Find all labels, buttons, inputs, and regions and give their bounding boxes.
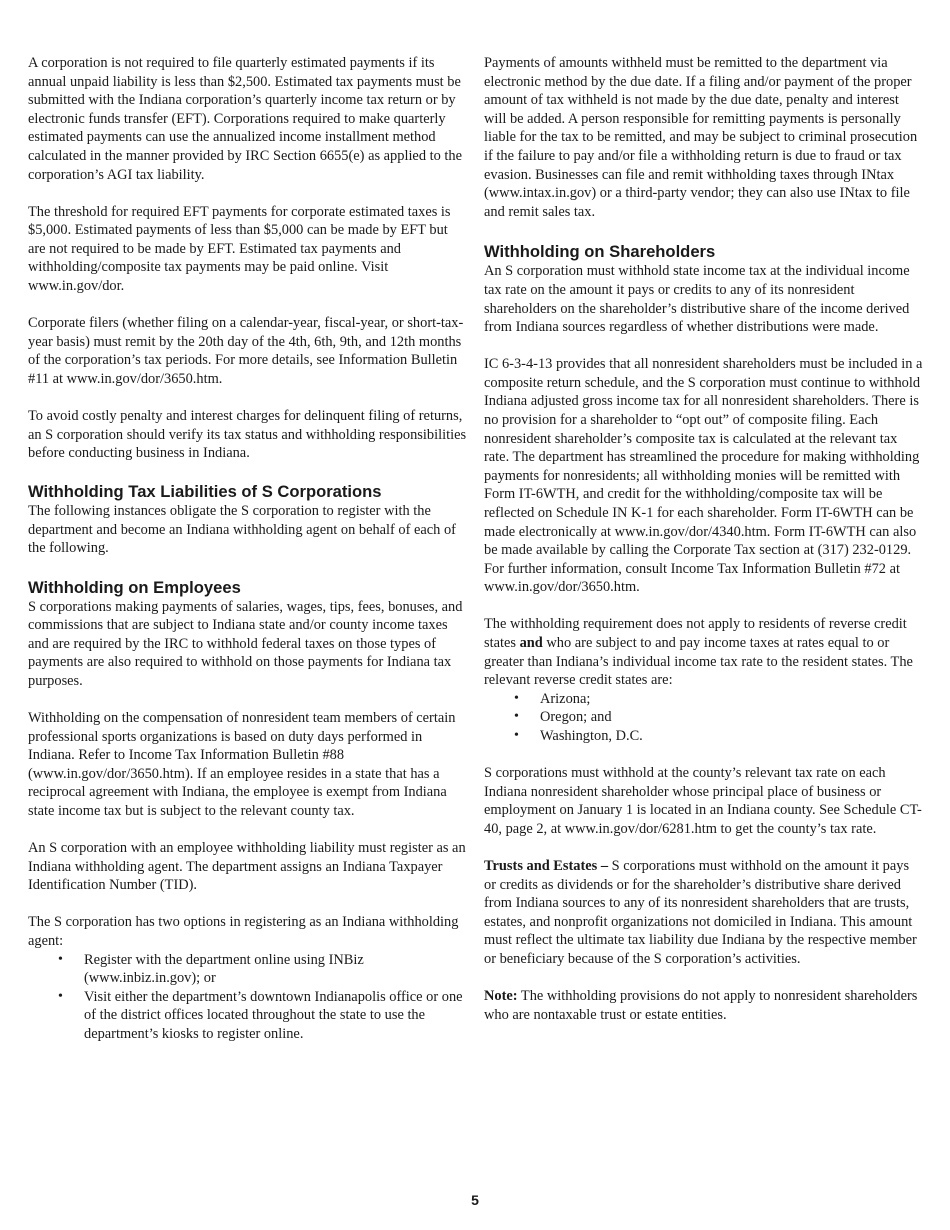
heading-withholding-tax-liabilities: Withholding Tax Liabilities of S Corporations [28,482,382,502]
paragraph-eft-threshold: The threshold for required EFT payments for corporate estimated taxes is $5,000. Estimated payments of less than $5,000 can be made by EFT but are not required to be made by EFT. Estimated tax payments and withholding/composite tax payments may be paid online. Visit www.in.gov/dor. [28,203,451,295]
paragraph-sports-team-members: Withholding on the compensation of nonresident team members of certain professional sports organizations is based on duty days performed in Indiana. Refer to Income Tax Information Bulletin #88 (www.in.gov/dor/3650.htm). If an employee resides in a state that has a reciprocal agreement with Indiana, the employee is exempt from Indiana state income tax but is subject to the relevant county tax. [28,710,456,819]
right-column [484,54,924,1043]
paragraph-obligations: The following instances obligate the S corporation to register with the department and become an Indiana withholding agent on behalf of each of the following. [28,503,456,557]
paragraph-reverse-credit-states [484,615,924,689]
page-number: 5 [471,1192,479,1208]
paragraph-estimated-payments: A corporation is not required to file quarterly estimated payments if its annual unpaid liability is less than $2,500. Estimated tax payments must be submitted with the Indiana corporation’s quarterly income tax return or by electronic funds transfer (EFT). Corporations required to make quarterly estimated payments can use the annualized income installment method calculated in the manner provided by IRC Section 6655(e) as applied to the corporation’s AGI tax liability. [28,55,462,183]
reverse-credit-text-b: who are subject to and pay income taxes at rates equal to or greater than Indiana’s individual income tax rate to the resident states. The relevant reverse credit states are: [484,635,913,689]
paragraph-trusts-estates [484,857,924,969]
paragraph-county-withholding: S corporations must withhold at the county’s relevant tax rate on each Indiana nonresident shareholder whose principal place of business or employment on January 1 is located in an Indiana county. See Schedule CT-40, page 2, at www.in.gov/dor/6281.htm to get the county’s tax rate. [484,765,922,837]
registration-options-list [28,951,468,1044]
left-column [28,54,468,1062]
paragraph-note [484,987,924,1024]
paragraph-shareholder-withholding: An S corporation must withhold state income tax at the individual income tax rate on the amount it pays or credits to any of its nonresident shareholders on the shareholder’s distributive share of the income derived from Indiana sources regardless of whether distributions were made. [484,263,910,336]
trusts-estates-text: S corporations must withhold on the amount it pays or credits as dividends or for the shareholder’s distributive share derived from Indiana sources to any of its nonresident shareholders that are trusts, estates, and nonprofit organizations not domiciled in Indiana. This amount must reflect the ultimate tax liability due Indiana by the respective member or beneficiary because of the S corporation’s activities. [484,857,917,967]
paragraph-remittance: Payments of amounts withheld must be remitted to the department via electronic method by the due date. If a filing and/or payment of the proper amount of tax withheld is not made by the due date, penalty and interest will be added. A person responsible for remitting payments is personally liable for the tax to be remitted, and may be subject to criminal prosecution if the failure to pay and/or file a withholding return is due to fraud or tax evasion. Businesses can file and remit withholding taxes through INtax (www.intax.in.gov) or a third-party vendor; they can also use INtax to file and remit sales tax. [484,55,918,220]
reverse-credit-and: and [519,635,543,652]
list-item: • Visit either the department’s downtown Indianapolis office or one of the district offices located throughout the state to use the department’s kiosks to register online. [84,988,468,1044]
list-item: • Arizona; [540,690,924,709]
list-item: • Oregon; and [540,708,924,727]
note-label: Note: [484,988,518,1005]
list-item: • Register with the department online using INBiz (www.inbiz.in.gov); or [84,951,468,988]
reverse-credit-states-list [484,690,924,746]
list-item: • Washington, D.C. [540,727,924,746]
note-text: The withholding provisions do not apply to nonresident shareholders who are nontaxable trust or estate entities. [484,988,918,1023]
reverse-credit-text-a: The withholding requirement does not apply to residents of reverse credit states [484,616,907,652]
trusts-estates-label: Trusts and Estates – [484,857,609,874]
heading-withholding-on-employees: Withholding on Employees [28,577,241,597]
paragraph-penalty-avoidance: To avoid costly penalty and interest charges for delinquent filing of returns, an S corporation should verify its tax status and withholding responsibilities before conducting business in Indiana. [28,408,467,462]
paragraph-composite-return: IC 6-3-4-13 provides that all nonresident shareholders must be included in a composite return schedule, and the S corporation must continue to withhold Indiana adjusted gross income tax for all nonresident shareholders. There is no provision for a shareholder to “opt out” of composite filing. Each nonresident shareholder’s composite tax is calculated at the relevant tax rate. The department has streamlined the procedure for making withholding payments for nonresidents; all withholding monies will be remitted with Form IT-6WTH, and credit for the withholding/composite tax will be reflected on Schedule IN K-1 for each shareholder. Form IT-6WTH can be made electronically at www.in.gov/dor/4340.htm. Form IT-6WTH can also be made available by calling the Corporate Tax section at (317) 232-0129. For further information, consult Income Tax Information Bulletin #72 at www.in.gov/dor/3650.htm. [484,356,923,596]
paragraph-register-agent: An S corporation with an employee withholding liability must register as an Indiana withholding agent. The department assigns an Indiana Taxpayer Identification Number (TID). [28,840,466,894]
paragraph-corporate-filers: Corporate filers (whether filing on a calendar-year, fiscal-year, or short-tax-year basis) must remit by the 20th day of the 4th, 6th, 9th, and 12th months of the corporation’s tax periods. For more details, see Information Bulletin #11 at www.in.gov/dor/3650.htm. [28,315,464,387]
heading-withholding-on-shareholders: Withholding on Shareholders [484,242,716,262]
paragraph-employee-withholding: S corporations making payments of salaries, wages, tips, fees, bonuses, and commissions that are subject to Indiana state and/or county income taxes and are required by the IRC to withhold federal taxes on those types of payments are also required to withhold on those payments for Indiana tax purposes. [28,598,463,689]
paragraph-registration-options: The S corporation has two options in registering as an Indiana withholding agent: [28,914,459,949]
